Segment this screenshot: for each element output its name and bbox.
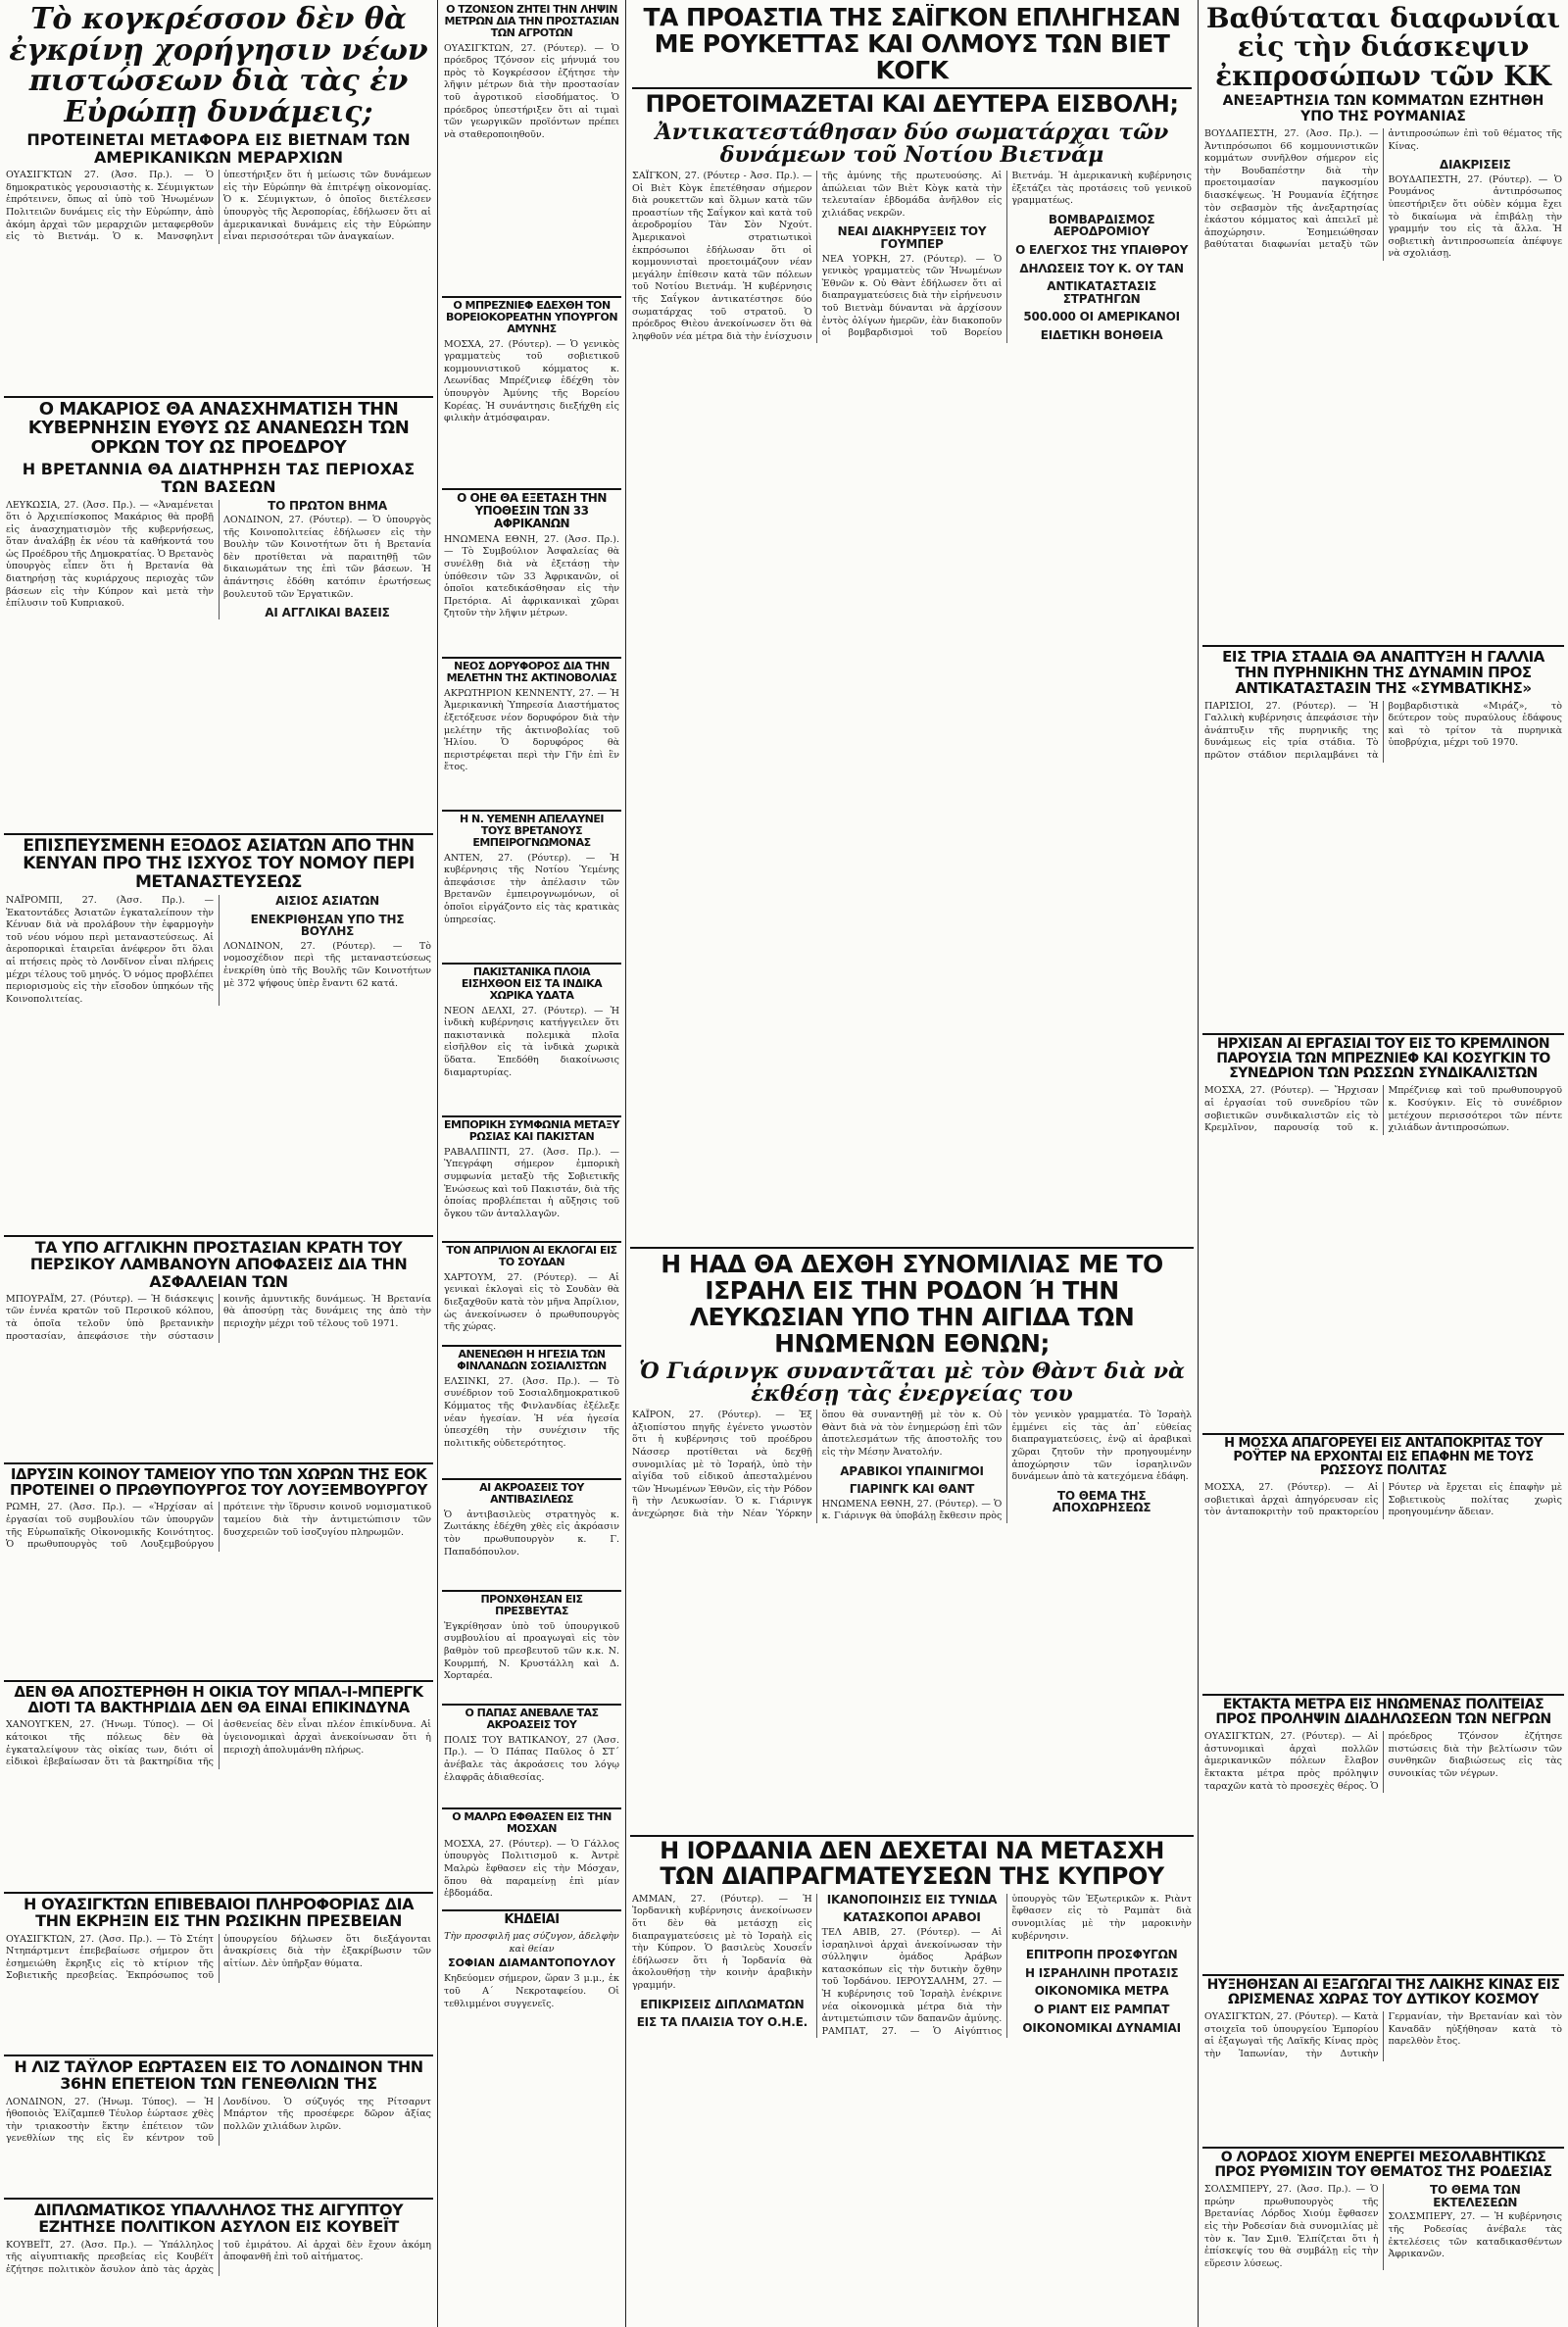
article-us-measures: [1199, 1698, 1568, 1972]
section-heading: 500.000 ΟΙ ΑΜΕΡΙΚΑΝΟΙ: [1023, 310, 1180, 324]
headline: ΕΜΠΟΡΙΚΗ ΣΥΜΦΩΝΙΑ ΜΕΤΑΞΥ ΡΩΣΙΑΣ ΚΑΙ ΠΑΚΙΣΤΑΝ: [444, 1119, 619, 1143]
article-liz-taylor: [0, 2058, 437, 2196]
article-text: ΝΑΪΡΟΜΠΙ, 27. (Ἀσσ. Πρ.). — Ἑκατοντάδες Ἀσιατῶν ἐγκαταλείπουν τὴν Κένυαν διὰ νὰ προλάβουν τὴν ἐφαρμογὴν τοῦ νέου νόμου περὶ μεταναστεύσεως. Αἱ ἀεροπορικαὶ ἑταιρεῖαι ἀνέφερον ὅτι ὅλαι αἱ πτήσεις πρὸς τὸ Λονδῖνον εἶναι πλήρεις μέχρι τέλους τοῦ μηνός. Ὁ νόμος προβλέπει περιορισμοὺς εἰς τὴν εἴσοδον ὑπηκόων τῆς Κοινοπολιτείας.: [6, 895, 214, 1005]
article-congress-credits: [0, 4, 437, 394]
headline: ΗΥΞΗΘΗΣΑΝ ΑΙ ΕΞΑΓΩΓΑΙ ΤΗΣ ΛΑΪΚΗΣ ΚΙΝΑΣ ΕΙΣ ΩΡΙΣΜΕΝΑΣ ΧΩΡΑΣ ΤΟΥ ΔΥΤΙΚΟΥ ΚΟΣΜΟΥ: [1206, 1978, 1560, 2008]
headline: Τὸ κογκρέσσον δὲν θὰ ἐγκρίνῃ χορήγησιν νέων πιστώσεων διὰ τὰς ἐν Εὐρώπῃ δυνάμεις;: [9, 4, 428, 129]
section-heading: ΤΟ ΘΕΜΑ ΤΗΣ ΑΠΟΧΩΡΗΣΕΩΣ: [1052, 1488, 1152, 1515]
section-heading: ΓΙΑΡΙΝΓΚ ΚΑΙ ΘΑΝΤ: [849, 1482, 975, 1497]
article-text: ΤΕΛ ΑΒΙΒ, 27. (Ρόυτερ). — Αἱ ἰσραηλινοὶ ἀρχαὶ ἀνεκοίνωσαν τὴν σύλληψιν ὁμάδος Ἀράβων κατασκόπων εἰς τὴν δυτικὴν ὄχθην τοῦ Ἰορδάνου. ΙΕΡΟΥΣΑΛΗΜ, 27. — Ἡ κυβέρνησις τοῦ Ἰσραὴλ ἐνέκρινε νέα οἰκονομικὰ μέτρα διὰ τὴν ἀντιμετώπισιν τῶν δαπανῶν ἀμύνης. ΡΑΜΠΑΤ, 27. — Ὁ Αἰγύπτιος ὑπουργὸς τῶν Ἐξωτερικῶν κ. Ριὰντ ἔφθασεν εἰς τὸ Ραμπὰτ διὰ συνομιλίας μὲ τὴν μαροκινὴν κυβέρνησιν.: [821, 1893, 1192, 2037]
deck: Ἀντικατεστάθησαν δύο σωματάρχαι τῶν δυνάμεων τοῦ Νοτίου Βιετνάμ: [655, 119, 1169, 168]
article-body: ΚΟΥΒΕΪΤ, 27. (Ἀσσ. Πρ.). — Ὑπάλληλος τῆς αἰγυπτιακῆς πρεσβείας εἰς Κουβέϊτ ἐζήτησε πολιτικὸν ἄσυλον ἀπὸ τὰς ἀρχὰς τοῦ ἐμιράτου. Αἱ ἀρχαὶ δὲν ἔχουν ἀκόμη ἀποφανθῆ ἐπὶ τοῦ αἰτήματος.: [6, 2239, 431, 2275]
headline: ΙΔΡΥΣΙΝ ΚΟΙΝΟΥ ΤΑΜΕΙΟΥ ΥΠΟ ΤΩΝ ΧΩΡΩΝ ΤΗΣ ΕΟΚ ΠΡΟΤΕΙΝΕΙ Ο ΠΡΩΘΥΠΟΥΡΓΟΣ ΤΟΥ ΛΟΥΞΕΜΒΟΥΡΓΟΥ: [10, 1466, 427, 1500]
article-regent-audiences: [438, 1482, 625, 1588]
article-body: ΛΟΝΔΙΝΟΝ, 27. (Ἡνωμ. Τύπος). — Ἡ ἠθοποιὸς Ἐλίζαμπεθ Τέυλορ ἑώρτασε χθὲς τὴν τριακοστὴν ἕκτην ἐπέτειον τῶν γενεθλίων της εἰς ἓν κέντρον τοῦ Λονδίνου. Ὁ σύζυγός της Ρίτσαρντ Μπάρτον τῆς προσέφερε δῶρον ἀξίας πολλῶν χιλιάδων λιρῶν.: [6, 2096, 431, 2145]
article-uar-israel: [626, 1251, 1198, 1833]
article-text: ΑΜΜΑΝ, 27. (Ρόυτερ). — Ἡ Ἰορδανικὴ κυβέρνησις ἀνεκοίνωσεν ὅτι δὲν θὰ μετάσχῃ εἰς διαπραγματεύσεις μὲ τὸ Ἰσραὴλ εἰς τὴν Κύπρον. Ὁ βασιλεὺς Χουσεΐν ἐδήλωσεν ὅτι ἡ Ἰορδανία θὰ ἀκολουθήσῃ τὴν κοινὴν ἀραβικὴν γραμμήν.: [632, 1893, 812, 1991]
notice-name: ΣΟΦΙΑΝ ΔΙΑΜΑΝΤΟΠΟΥΛΟΥ: [448, 1956, 615, 1970]
article-reuters-moscow: [1199, 1437, 1568, 1692]
section-heading: Ο ΕΛΕΓΧΟΣ ΤΗΣ ΥΠΑΙΘΡΟΥ: [1015, 243, 1189, 258]
article-body: ΜΟΣΧΑ, 27. (Ρόυτερ). — Ὁ Γάλλος ὑπουργὸς Πολιτισμοῦ κ. Ἀντρὲ Μαλρὼ ἔφθασεν εἰς τὴν Μόσχαν, ὅπου θὰ παραμείνῃ ἐπὶ μίαν ἑβδομάδα.: [444, 1838, 619, 1900]
column-2: [438, 0, 625, 2327]
section-heading: ΙΚΑΝΟΠΟΙΗΣΙΣ ΕΙΣ ΤΥΝΙΔΑ: [826, 1892, 998, 1906]
funeral-notice: [438, 1913, 625, 2325]
subhead: ΑΝΕΞΑΡΤΗΣΙΑ ΤΩΝ ΚΟΜΜΑΤΩΝ ΕΖΗΤΗΘΗ ΥΠΟ ΤΗΣ ΡΟΥΜΑΝΙΑΣ: [1222, 93, 1544, 124]
section-heading: ΑΡΑΒΙΚΟΙ ΥΠΑΙΝΙΓΜΟΙ: [840, 1463, 984, 1478]
section-heading: ΟΙΚΟΝΟΜΙΚΑ ΜΕΤΡΑ: [1034, 1984, 1169, 1999]
article-text: ΚΑΪΡΟΝ, 27. (Ρόυτερ). — Ἐξ ἀξιοπίστου πηγῆς ἐγένετο γνωστὸν ὅτι ἡ κυβέρνησις τοῦ προέδρου Νάσσερ προτίθεται νὰ δεχθῇ συνομιλίας μὲ τὸ Ἰσραήλ, ὑπὸ τὴν αἰγίδα τοῦ εἰδικοῦ ἀπεσταλμένου τῶν Ἡνωμένων Ἐθνῶν, εἰς τὴν Ρόδον ἢ τὴν Λευκωσίαν. Ὁ κ. Γιάρινγκ ἀνεχώρησε διὰ τὴν Νέαν Ὑόρκην ὅπου θὰ συναντηθῇ μὲ τὸν κ. Οὐ Θὰντ διὰ νὰ τὸν ἐνημερώσῃ ἐπὶ τῶν ἀποτελεσμάτων τῆς ἀποστολῆς του εἰς τὴν Μέσην Ἀνατολήν.: [632, 1410, 1003, 1519]
section-heading: Η ΙΣΡΑΗΛΙΝΗ ΠΡΟΤΑΣΙΣ: [1024, 1965, 1179, 1980]
headline: ΕΚΤΑΚΤΑ ΜΕΤΡΑ ΕΙΣ ΗΝΩΜΕΝΑΣ ΠΟΛΙΤΕΙΑΣ ΠΡΟΣ ΠΡΟΛΗΨΙΝ ΔΙΑΔΗΛΩΣΕΩΝ ΤΩΝ ΝΕΓΡΩΝ: [1215, 1698, 1551, 1728]
article-text: ΣΑΪΓΚΟΝ, 27. (Ρόυτερ - Ἀσσ. Πρ.). — Οἱ Βιὲτ Κὸγκ ἐπετέθησαν σήμερον διὰ ρουκεττῶν καὶ ὅλμων κατὰ τῶν προαστίων τῆς Σαΐγκον καὶ κατὰ τοῦ ἀεροδρομίου Τὰν Σὸν Νχούτ. Ἀμερικανοὶ στρατιωτικοὶ ἐκπρόσωποι ἐδήλωσαν ὅτι οἱ κομμουνισταὶ προετοιμάζουν νέαν μεγάλην ἐπίθεσιν κατὰ τῶν πόλεων τοῦ Νοτίου Βιετνάμ. Ἡ κυβέρνησις τῆς Σαΐγκον ἀντικατέστησε δύο σωματάρχας τοῦ στρατοῦ. Ὁ πρόεδρος Θιὲου ἀνεκοίνωσεν ὅτι θὰ ληφθοῦν νέα μέτρα διὰ τὴν ἐνίσχυσιν τῆς ἀμύνης τῆς πρωτευούσης. Αἱ ἀπώλειαι τῶν Βιὲτ Κὸγκ κατὰ τὴν τελευταίαν ἑβδομάδα ἀνῆλθον εἰς χιλιάδας νεκρῶν.: [632, 171, 1003, 342]
headline: ΤΟΝ ΑΠΡΙΛΙΟΝ ΑΙ ΕΚΛΟΓΑΙ ΕΙΣ ΤΟ ΣΟΥΔΑΝ: [446, 1245, 617, 1268]
headline: Ο ΜΑΚΑΡΙΟΣ ΘΑ ΑΝΑΣΧΗΜΑΤΙΣΗ ΤΗΝ ΚΥΒΕΡΝΗΣΙΝ ΕΥΘΥΣ ΩΣ ΑΝΑΝΕΩΣΗ ΤΩΝ ΟΡΚΩΝ ΤΟΥ ΩΣ ΠΡΟΕΔΡΟΥ: [27, 400, 410, 458]
article-text: ΣΟΛΣΜΠΕΡΥ, 27. (Ἀσσ. Πρ.). — Ὁ πρώην πρωθυπουργὸς τῆς Βρετανίας Λόρδος Χιούμ ἔφθασεν εἰς τὴν Ροδεσίαν διὰ συνομιλίας μὲ τὸν κ. Ἴαν Σμιθ. Ἐλπίζεται ὅτι ἡ ἐπίσκεψίς του θὰ συμβάλῃ εἰς τὴν εὕρεσιν λύσεως.: [1204, 2184, 1379, 2269]
article-lord-home: [1199, 2151, 1568, 2325]
article-body: ΟΥΑΣΙΓΚΤΩΝ 27. (Ἀσσ. Πρ.). — Ὁ δημοκρατικὸς γερουσιαστὴς κ. Σέυμιγκτων ἐπρότεινεν, ὅπως αἱ ὑπὸ τοῦ Ἡνωμένων Πολιτειῶν δυνάμεις εἰς τὴν Εὐρώπην, ἀπὸ ἀκόμη ἀρχαὶ τῶν μεραρχιῶν μεταφερθοῦν εἰς τὸ Βιετνάμ. Ὁ κ. Μανσφηλντ ὑπεστήριξεν ὅτι ἡ μείωσις τῶν δυνάμεων εἰς τὴν Εὐρώπην θὰ ἐπιτρέψῃ οἰκονομίας. Ὁ κ. Σέυμιγκτων, ὁ ὁποῖος διετέλεσεν ὑπουργὸς τῆς Ἀεροπορίας, ἐδήλωσεν ὅτι αἱ ἀμερικανικαὶ δυνάμεις εἰς τὴν Εὐρώπην εἶναι περισσότεραι τῶν ἀναγκαίων.: [6, 170, 431, 243]
article-body: [632, 1894, 1192, 2039]
article-brezhnev: [438, 300, 625, 486]
article-france-nuclear: [1199, 649, 1568, 1031]
headline: Η Ν. ΥΕΜΕΝΗ ΑΠΕΛΑΥΝΕΙ ΤΟΥΣ ΒΡΕΤΑΝΟΥΣ ΕΜΠΕΙΡΟΓΝΩΜΟΝΑΣ: [460, 814, 604, 849]
article-kuwait-asylum: [0, 2202, 437, 2325]
headline: ΝΕΟΣ ΔΟΡΥΦΟΡΟΣ ΔΙΑ ΤΗΝ ΜΕΛΕΤΗΝ ΤΗΣ ΑΚΤΙΝΟΒΟΛΙΑΣ: [446, 661, 617, 684]
headline: Ο ΜΠΡΕΖΝΙΕΦ ΕΔΕΧΘΗ ΤΟΝ ΒΟΡΕΙΟΚΟΡΕΑΤΗΝ ΥΠΟΥΡΓΟΝ ΑΜΥΝΗΣ: [445, 300, 618, 335]
subhead: ΠΡΟΕΤΟΙΜΑΖΕΤΑΙ ΚΑΙ ΔΕΥΤΕΡΑ ΕΙΣΒΟΛΗ;: [632, 87, 1192, 118]
article-ambassadors: [438, 1594, 625, 1702]
deck: Ὁ Γιάρινγκ συναντᾶται μὲ τὸν Θὰντ διὰ νὰ ἐκθέσῃ τὰς ἐνεργείας του: [639, 1359, 1185, 1408]
section-heading: ΝΕΑΙ ΔΙΑΚΗΡΥΞΕΙΣ ΤΟΥ ΓΟΥΜΠΕΡ: [837, 224, 987, 252]
article-pope: [438, 1708, 625, 1806]
section-heading: ΕΙΔΕΤΙΚΗ ΒΟΗΘΕΙΑ: [1040, 328, 1163, 343]
article-text: ΒΟΥΔΑΠΕΣΤΗ, 27. (Ρόυτερ). — Ὁ Ρουμάνος ἀντιπρόσωπος ὑπεστήριξεν ὅτι οὐδὲν κόμμα ἔχει τὸ δικαίωμα νὰ ἐπιβάλῃ τὴν γραμμήν του εἰς τὰ ἄλλα. Ἡ σοβιετικὴ ἀντιπροσωπεία ἀπέφυγε νὰ σχολιάσῃ.: [1388, 173, 1562, 260]
article-body: [632, 1410, 1192, 1523]
article-body: ΧΑΝΟΥΓΚΕΝ, 27. (Ἡνωμ. Τύπος). — Οἱ κάτοικοι τῆς πόλεως δὲν θὰ ἐγκαταλείψουν τὰς οἰκίας των, διότι οἱ εἰδικοὶ ἐβεβαίωσαν ὅτι τὰ βακτηρίδια τῆς ἀσθενείας δὲν εἶναι πλέον ἐπικίνδυνα. Αἱ ὑγειονομικαὶ ἀρχαὶ ἀνεκοίνωσαν ὅτι ἡ περιοχὴ ἀπολυμάνθη πλήρως.: [6, 1719, 431, 1768]
section-heading: ΔΗΛΩΣΕΙΣ ΤΟΥ Κ. ΟΥ ΤΑΝ: [1019, 261, 1184, 275]
article-body: [632, 171, 1192, 343]
headline: Βαθύταται διαφωνίαι εἰς τὴν διάσκεψιν ἐκπροσώπων τῶν ΚΚ: [1205, 4, 1561, 92]
headline: Η ΛΙΖ ΤΑΫΛΟΡ ΕΩΡΤΑΣΕΝ ΕΙΣ ΤΟ ΛΟΝΔΙΝΟΝ ΤΗΝ 36ΗΝ ΕΠΕΤΕΙΟΝ ΤΩΝ ΓΕΝΕΘΛΙΩΝ ΤΗΣ: [14, 2058, 423, 2094]
article-body: ΠΟΛΙΣ ΤΟΥ ΒΑΤΙΚΑΝΟΥ, 27 (Ἀσσ. Πρ.). — Ὁ Πάπας Παῦλος ὁ ΣΤ΄ ἀνέβαλε τὰς ἀκροάσεις του λόγῳ ἐλαφρᾶς ἀδιαθεσίας.: [444, 1734, 619, 1783]
article-text: ΛΟΝΔΙΝΟΝ, 27. (Ρόυτερ). — Ὁ ὑπουργὸς τῆς Κοινοπολιτείας ἐδήλωσεν εἰς τὴν Βουλὴν τῶν Κοινοτήτων ὅτι ἡ Βρετανία δὲν προτίθεται νὰ παραιτηθῇ τῶν δικαιωμάτων της ἐπὶ τῶν βάσεων. Ἡ ἀπάντησις ἐδόθη κατόπιν ἐρωτήσεως βουλευτοῦ τῶν Ἐργατικῶν.: [223, 515, 431, 600]
article-sudan-elections: [438, 1245, 625, 1343]
article-body: ΜΟΣΧΑ, 27. (Ρόυτερ). — Αἱ σοβιετικαὶ ἀρχαὶ ἀπηγόρευσαν εἰς τὸν ἀνταποκριτὴν τοῦ πρακτορείου Ρόυτερ νὰ ἔρχεται εἰς ἐπαφὴν μὲ Σοβιετικοὺς πολίτας χωρὶς προηγουμένην ἄδειαν.: [1204, 1482, 1562, 1518]
section-heading: ΔΙΑΚΡΙΣΕΙΣ: [1439, 158, 1511, 173]
article-johnson-farmers: [438, 4, 625, 294]
headline: ΗΡΧΙΣΑΝ ΑΙ ΕΡΓΑΣΙΑΙ ΤΟΥ ΕΙΣ ΤΟ ΚΡΕΜΛΙΝΟΝ ΠΑΡΟΥΣΙΑ ΤΩΝ ΜΠΡΕΖΝΙΕΦ ΚΑΙ ΚΟΣΥΓΚΙΝ ΤΟ ΣΥΝΕΔΡΙΟΝ ΤΩΝ ΡΩΣΣΩΝ ΣΥΝΔΙΚΑΛΙΣΤΩΝ: [1216, 1037, 1550, 1082]
section-heading: ΕΝΕΚΡΙΘΗΣΑΝ ΥΠΟ ΤΗΣ ΒΟΥΛΗΣ: [250, 912, 405, 939]
headline: Η ΗΑΔ ΘΑ ΔΕΧΘΗ ΣΥΝΟΜΙΛΙΑΣ ΜΕ ΤΟ ΙΣΡΑΗΛ ΕΙΣ ΤΗΝ ΡΟΔΟΝ Ή ΤΗΝ ΛΕΥΚΩΣΙΑΝ ΥΠΟ ΤΗΝ ΑΙΓΙΔΑ ΤΩΝ ΗΝΩΜΕΝΩΝ ΕΘΝΩΝ;: [661, 1251, 1163, 1358]
article-finnish-socialists: [438, 1349, 625, 1476]
headline: ΕΠΙΣΠΕΥΣΜΕΝΗ ΕΞΟΔΟΣ ΑΣΙΑΤΩΝ ΑΠΟ ΤΗΝ ΚΕΝΥΑΝ ΠΡΟ ΤΗΣ ΙΣΧΥΟΣ ΤΟΥ ΝΟΜΟΥ ΠΕΡΙ ΜΕΤΑΝΑΣΤΕΥΣΕΩΣ: [23, 837, 415, 892]
section-heading: ΒΟΜΒΑΡΔΙΣΜΟΣ ΑΕΡΟΔΡΟΜΙΟΥ: [1048, 212, 1155, 239]
column-1: [0, 0, 437, 2327]
article-body: ΡΑΒΑΛΠΙΝΤΙ, 27. (Ἀσσ. Πρ.). — Ὑπεγράφη σήμερον ἐμπορικὴ συμφωνία μεταξὺ τῆς Σοβιετικῆς Ἑνώσεως καὶ τοῦ Πακιστάν, διὰ τῆς ὁποίας προβλέπεται ἡ αὔξησις τοῦ ὄγκου τῶν ἀνταλλαγῶν.: [444, 1146, 619, 1219]
article-body: [6, 895, 431, 1006]
section-heading: ΟΙΚΟΝΟΜΙΚΑΙ ΔΥΝΑΜΙΑΙ: [1022, 2020, 1181, 2035]
article-text: ΒΟΥΔΑΠΕΣΤΗ, 27. (Ἀσσ. Πρ.). — Ἀντιπρόσωποι 66 κομμουνιστικῶν κομμάτων συνῆλθον σήμερον εἰς τὴν Βουδαπέστην διὰ τὴν προετοιμασίαν παγκοσμίου διασκέψεως. Ἡ Ρουμανία ἐζήτησε τὸν σεβασμὸν τῆς ἀνεξαρτησίας ἑκάστου κόμματος καὶ ἀπειλεῖ μὲ ἀποχώρησιν. Ἐσημειώθησαν βαθύταται διαφωνίαι μεταξὺ τῶν ἀντιπροσώπων ἐπὶ τοῦ θέματος τῆς Κίνας.: [1204, 127, 1562, 251]
article-body: ΡΩΜΗ, 27. (Ἀσσ. Πρ.). — «Ἠρχίσαν αἱ ἐργασίαι τοῦ συμβουλίου τῶν ὑπουργῶν τῆς Εὐρωπαϊκῆς Οἰκονομικῆς Κοινότητος. Ὁ πρωθυπουργὸς τοῦ Λουξεμβούργου πρότεινε τὴν ἵδρυσιν κοινοῦ νομισματικοῦ ταμείου διὰ τὴν ἀντιμετώπισιν τῶν δυσχερειῶν τοῦ ἰσοζυγίου πληρωμῶν.: [6, 1502, 431, 1551]
article-body: ΜΠΟΥΡΑΪΜ, 27. (Ρόυτερ). — Ἡ διάσκεψις τῶν ἐννέα κρατῶν τοῦ Περσικοῦ κόλπου, τὰ ὁποῖα τελοῦν ὑπὸ βρετανικὴν προστασίαν, ἀπεφάσισε τὴν σύστασιν κοινῆς ἀμυντικῆς δυνάμεως. Ἡ Βρετανία θὰ ἀποσύρῃ τὰς δυνάμεις της ἀπὸ τὴν περιοχὴν μέχρι τοῦ τέλους τοῦ 1971.: [6, 1293, 431, 1342]
section-heading: ΤΟ ΘΕΜΑ ΤΩΝ ΕΚΤΕΛΕΣΕΩΝ: [1429, 2183, 1521, 2209]
article-body: ΠΑΡΙΣΙΟΙ, 27. (Ρόυτερ). — Ἡ Γαλλικὴ κυβέρνησις ἀπεφάσισε τὴν ἀνάπτυξιν τῆς πυρηνικῆς της δυνάμεως εἰς τρία στάδια. Τὸ πρῶτον στάδιον περιλαμβάνει τὰ βομβαρδιστικὰ «Μιράζ», τὸ δεύτερον τοὺς πυραύλους ἐδάφους καὶ τὸ τρίτον τὰ πυρηνικὰ ὑποβρύχια, μέχρι τοῦ 1970.: [1204, 700, 1562, 761]
headline: Ο ΠΑΠΑΣ ΑΝΕΒΑΛΕ ΤΑΣ ΑΚΡΟΑΣΕΙΣ ΤΟΥ: [465, 1708, 599, 1731]
article-text: ΛΕΥΚΩΣΙΑ, 27. (Ἀσσ. Πρ.). — «Ἀναμένεται ὅτι ὁ Ἀρχιεπίσκοπος Μακάριος θὰ προβῇ εἰς ἀνασχηματισμὸν τῆς κυβερνήσεως, ὅταν ἀναλάβῃ ἐκ νέου τὰ καθήκοντά του ὡς Προέδρου τῆς Δημοκρατίας. Ὁ Βρετανὸς ὑπουργὸς εἶπεν ὅτι ἡ Βρετανία θὰ διατηρήσῃ τὰς κυριάρχους περιοχὰς τῶν βάσεων εἰς τὴν Κύπρον καὶ μετὰ τὴν ἐπίλυσιν τοῦ Κυπριακοῦ.: [6, 499, 215, 610]
article-body: ΟΥΑΣΙΓΚΤΩΝ, 27. (Ρόυτερ). — Κατὰ στοιχεῖα τοῦ ὑπουργείου Ἐμπορίου αἱ ἐξαγωγαὶ τῆς Λαϊκῆς Κίνας πρὸς τὴν Ἰαπωνίαν, τὴν Δυτικὴν Γερμανίαν, τὴν Βρετανίαν καὶ τὸν Καναδᾶν ηὐξήθησαν κατὰ τὸ παρελθὸν ἔτος.: [1204, 2011, 1562, 2059]
notice-heading: ΚΗΔΕΙΑΙ: [504, 1913, 560, 1927]
article-body: ΝΕΟΝ ΔΕΛΧΙ, 27. (Ρόυτερ). — Ἡ ἰνδικὴ κυβέρνησις κατήγγειλεν ὅτι πακιστανικὰ πολεμικὰ πλοῖα εἰσῆλθον εἰς τὰ ἰνδικὰ χωρικὰ ὕδατα. Ἐπεδόθη διακοίνωσις διαμαρτυρίας.: [444, 1005, 619, 1078]
article-communist-parties: [1199, 4, 1568, 643]
section-heading: ΑΙΣΙΟΣ ΑΣΙΑΤΩΝ: [275, 894, 379, 909]
article-washington-embassy: [0, 1896, 437, 2053]
article-body: ΑΚΡΩΤΗΡΙΟΝ ΚΕΝΝΕΝΤΥ, 27. — Ἡ Ἀμερικανικὴ Ὑπηρεσία Διαστήματος ἐξετόξευσε νέον δορυφόρον διὰ τὴν μελέτην τῆς ἀκτινοβολίας τοῦ Ἡλίου. Ὁ δορυφόρος θὰ περιστρέφεται περὶ τὴν Γῆν ἐπὶ ἓν ἔτος.: [444, 687, 619, 773]
notice-line: Τὴν προσφιλῆ μας σύζυγον, ἀδελφὴν καὶ θείαν: [444, 1931, 619, 1955]
headline: Η ΙΟΡΔΑΝΙΑ ΔΕΝ ΔΕΧΕΤΑΙ ΝΑ ΜΕΤΑΣΧΗ ΤΩΝ ΔΙΑΠΡΑΓΜΑΤΕΥΣΕΩΝ ΤΗΣ ΚΥΠΡΟΥ: [660, 1839, 1164, 1890]
headline: Η ΟΥΑΣΙΓΚΤΩΝ ΕΠΙΒΕΒΑΙΟΙ ΠΛΗΡΟΦΟΡΙΑΣ ΔΙΑ ΤΗΝ ΕΚΡΗΞΙΝ ΕΙΣ ΤΗΝ ΡΩΣΙΚΗΝ ΠΡΕΣΒΕΙΑΝ: [23, 1896, 414, 1931]
section-heading: ΤΟ ΠΡΩΤΟΝ ΒΗΜΑ: [268, 498, 387, 513]
subhead: ΠΡΟΤΕΙΝΕΤΑΙ ΜΕΤΑΦΟΡΑ ΕΙΣ ΒΙΕΤΝΑΜ ΤΩΝ ΑΜΕΡΙΚΑΝΙΚΩΝ ΜΕΡΑΡΧΙΩΝ: [26, 130, 411, 167]
headline: ΑΙ ΑΚΡΟΑΣΕΙΣ ΤΟΥ ΑΝΤΙΒΑΣΙΛΕΩΣ: [479, 1482, 584, 1506]
article-satellite: [438, 661, 625, 808]
headline: Η ΜΟΣΧΑ ΑΠΑΓΟΡΕΥΕΙ ΕΙΣ ΑΝΤΑΠΟΚΡΙΤΑΣ ΤΟΥ ΡΟΫΤΕΡ ΝΑ ΕΡΧΟΝΤΑΙ ΕΙΣ ΕΠΑΦΗΝ ΜΕ ΤΟΥΣ ΡΩΣΣΟΥΣ ΠΟΛΙΤΑΣ: [1224, 1437, 1543, 1479]
headline: ΤΑ ΥΠΟ ΑΓΓΛΙΚΗΝ ΠΡΟΣΤΑΣΙΑΝ ΚΡΑΤΗ ΤΟΥ ΠΕΡΣΙΚΟΥ ΛΑΜΒΑΝΟΥΝ ΑΠΟΦΑΣΕΙΣ ΔΙΑ ΤΗΝ ΑΣΦΑΛΕΙΑΝ ΤΩΝ: [29, 1239, 408, 1291]
article-body: [1204, 128, 1562, 261]
subhead: Η ΒΡΕΤΑΝΝΙΑ ΘΑ ΔΙΑΤΗΡΗΣΗ ΤΑΣ ΠΕΡΙΟΧΑΣ ΤΩΝ ΒΑΣΕΩΝ: [22, 460, 416, 496]
article-kremlin-congress: [1199, 1037, 1568, 1431]
section-heading: ΕΠΙΚΡΙΣΕΙΣ ΔΙΠΛΩΜΑΤΩΝ: [640, 1997, 805, 2011]
headline: ΔΕΝ ΘΑ ΑΠΟΣΤΕΡΗΘΗ Η ΟΙΚΙΑ ΤΟΥ ΜΠΑΛ-Ι-ΜΠΕΡΓΚ ΔΙΟΤΙ ΤΑ ΒΑΚΤΗΡΙΔΙΑ ΔΕΝ ΘΑ ΕΙΝΑΙ ΕΠΙΚΙΝΔΥΝΑ: [14, 1684, 423, 1717]
headline: Ο ΜΑΛΡΩ ΕΦΘΑΣΕΝ ΕΙΣ ΤΗΝ ΜΟΣΧΑΝ: [452, 1811, 612, 1835]
headline: Ο ΟΗΕ ΘΑ ΕΞΕΤΑΣΗ ΤΗΝ ΥΠΟΘΕΣΙΝ ΤΩΝ 33 ΑΦΡΙΚΑΝΩΝ: [457, 492, 607, 530]
article-china-exports: [1199, 1978, 1568, 2145]
headline: ΠΡΟΝΧΘΗΣΑΝ ΕΙΣ ΠΡΕΣΒΕΥΤΑΣ: [480, 1594, 583, 1617]
headline: ΤΑ ΠΡΟΑΣΤΙΑ ΤΗΣ ΣΑΪΓΚΟΝ ΕΠΛΗΓΗΣΑΝ ΜΕ ΡΟΥΚΕΤΤΑΣ ΚΑΙ ΟΛΜΟΥΣ ΤΩΝ ΒΙΕΤ ΚΟΓΚ: [643, 4, 1181, 84]
article-body: [1204, 2184, 1562, 2270]
headline: ΔΙΠΛΩΜΑΤΙΚΟΣ ΥΠΑΛΛΗΛΟΣ ΤΗΣ ΑΙΓΥΠΤΟΥ ΕΖΗΤΗΣΕ ΠΟΛΙΤΙΚΟΝ ΑΣΥΛΟΝ ΕΙΣ ΚΟΥΒΕΪΤ: [33, 2202, 404, 2237]
section-heading: ΑΝΤΙΚΑΤΑΣΤΑΣΙΣ ΣΤΡΑΤΗΓΩΝ: [1047, 279, 1157, 306]
article-body: Ἐγκρίθησαν ὑπὸ τοῦ ὑπουργικοῦ συμβουλίου αἱ προαγωγαὶ εἰς τὸν βαθμὸν τοῦ πρεσβευτοῦ τῶν κ.κ. Ν. Κουρμπή, Ν. Κρυστάλλη καὶ Δ. Χορταρέα.: [444, 1620, 619, 1682]
section-heading: Ο ΡΙΑΝΤ ΕΙΣ ΡΑΜΠΑΤ: [1033, 2002, 1170, 2016]
headline: ΑΝΕΝΕΩΘΗ Η ΗΓΕΣΙΑ ΤΩΝ ΦΙΝΛΑΝΔΩΝ ΣΟΣΙΑΛΙΣΤΩΝ: [457, 1349, 607, 1372]
article-trade-agreement: [438, 1119, 625, 1239]
article-body: ΟΥΑΣΙΓΚΤΩΝ, 27. (Ρόυτερ). — Αἱ ἀστυνομικαὶ ἀρχαὶ πολλῶν ἀμερικανικῶν πόλεων ἔλαβον ἔκτακτα μέτρα πρὸς πρόληψιν ταραχῶν κατὰ τὸ προσεχὲς θέρος. Ὁ πρόεδρος Τζόνσον ἐζήτησε πιστώσεις διὰ τὴν βελτίωσιν τῶν συνθηκῶν διαβιώσεως εἰς τὰς συνοικίας τῶν νέγρων.: [1204, 1731, 1562, 1792]
article-jordan: [626, 1839, 1198, 2325]
article-makarios: [0, 400, 437, 831]
article-un-africans: [438, 492, 625, 655]
article-body: ΟΥΑΣΙΓΚΤΩΝ, 27. (Ρόυτερ). — Ὁ πρόεδρος Τζόνσον εἰς μήνυμά του πρὸς τὸ Κογκρέσσον ἐζήτησε τὴν λῆψιν μέτρων διὰ τὴν προστασίαν τοῦ ἀγροτικοῦ εἰσοδήματος. Ὁ πρόεδρος ὑπεστήριξεν ὅτι αἱ τιμαὶ τῶν γεωργικῶν προϊόντων πρέπει νὰ σταθεροποιηθοῦν.: [444, 42, 619, 140]
article-malraux: [438, 1811, 625, 1907]
article-text: ΗΝΩΜΕΝΑ ΕΘΝΗ, 27. (Ρόυτερ). — Ὁ κ. Γιάρινγκ θὰ ὑποβάλῃ ἔκθεσιν πρὸς τὸν γενικὸν γραμματέα. Τὸ Ἰσραὴλ ἐμμένει εἰς τὰς ἀπ᾽ εὐθείας διαπραγματεύσεις, ἐνῷ αἱ ἀραβικαὶ χῶραι ζητοῦν τὴν προηγουμένην ἀποχώρησιν τῶν ἰσραηλινῶν δυνάμεων ἀπὸ τὰ κατεχόμενα ἐδάφη.: [821, 1410, 1192, 1522]
article-text: ΝΕΑ ΥΟΡΚΗ, 27. (Ρόυτερ). — Ὁ γενικὸς γραμματεὺς τῶν Ἡνωμένων Ἐθνῶν κ. Οὐ Θὰντ ἐδήλωσεν ὅτι αἱ διαπραγματεύσεις διὰ τὴν εἰρήνευσιν τοῦ Βιετνὰμ δύνανται νὰ ἀρχίσουν ἐντὸς ὀλίγων ἡμερῶν, ἐὰν διακοποῦν οἱ βομβαρδισμοὶ τοῦ Βορείου Βιετνάμ. Ἡ ἀμερικανικὴ κυβέρνησις ἐξετάζει τὰς προτάσεις τοῦ γενικοῦ γραμματέως.: [821, 171, 1192, 339]
section-heading: ΚΑΤΑΣΚΟΠΟΙ ΑΡΑΒΟΙ: [843, 1910, 981, 1925]
headline: ΠΑΚΙΣΤΑΝΙΚΑ ΠΛΟΙΑ ΕΙΣΗΧΘΟΝ ΕΙΣ ΤΑ ΙΝΔΙΚΑ ΧΩΡΙΚΑ ΥΔΑΤΑ: [461, 966, 603, 1002]
headline: Ο ΤΖΟΝΣΟΝ ΖΗΤΕΙ ΤΗΝ ΛΗΨΙΝ ΜΕΤΡΩΝ ΔΙΑ ΤΗΝ ΠΡΟΣΤΑΣΙΑΝ ΤΩΝ ΑΓΡΟΤΩΝ: [444, 4, 619, 39]
article-body: Ὁ ἀντιβασιλεὺς στρατηγὸς κ. Ζωιτάκης ἐδέχθη χθὲς εἰς ἀκρόασιν τὸν πρωθυπουργὸν κ. Γ. Παπαδόπουλον.: [444, 1509, 619, 1558]
section-heading: ΑΙ ΑΓΓΛΙΚΑΙ ΒΑΣΕΙΣ: [265, 606, 390, 620]
article-eec-fund: [0, 1466, 437, 1678]
section-heading: ΕΙΣ ΤΑ ΠΛΑΙΣΙΑ ΤΟΥ Ο.Η.Ε.: [636, 2015, 808, 2030]
notice-body: Κηδεύομεν σήμερον, ὥραν 3 μ.μ., ἐκ τοῦ Α΄ Νεκροταφείου. Οἱ τεθλιμμένοι συγγενεῖς.: [444, 1973, 619, 2009]
article-persian-gulf: [0, 1239, 437, 1461]
article-body: ΑΝΤΕΝ, 27. (Ρόυτερ). — Ἡ κυβέρνησις τῆς Νοτίου Ὑεμένης ἀπεφάσισε τὴν ἀπέλασιν τῶν Βρετανῶν ἐμπειρογνωμόνων, οἱ ὁποῖοι εἰργάζοντο εἰς τὰς κρατικὰς ὑπηρεσίας.: [444, 852, 619, 925]
article-body: ΗΝΩΜΕΝΑ ΕΘΝΗ, 27. (Ἀσσ. Πρ.). — Τὸ Συμβούλιον Ἀσφαλείας θὰ συνέλθῃ διὰ νὰ ἐξετάσῃ τὴν ὑπόθεσιν τῶν 33 Ἀφρικανῶν, οἱ ὁποῖοι κατεδικάσθησαν εἰς τὴν Πρετόρια. Αἱ ἀφρικανικαὶ χῶραι ζητοῦν τὴν λῆψιν μέτρων.: [444, 533, 619, 619]
section-heading: ΕΠΙΤΡΟΠΗ ΠΡΟΣΦΥΓΩΝ: [1025, 1948, 1178, 1962]
headline: ΕΙΣ ΤΡΙΑ ΣΤΑΔΙΑ ΘΑ ΑΝΑΠΤΥΞΗ Η ΓΑΛΛΙΑ ΤΗΝ ΠΥΡΗΝΙΚΗΝ ΤΗΣ ΔΥΝΑΜΙΝ ΠΡΟΣ ΑΝΤΙΚΑΤΑΣΤΑΣΙΝ ΤΗΣ «ΣΥΜΒΑΤΙΚΗΣ»: [1222, 649, 1544, 698]
column-4: [1199, 0, 1568, 2327]
headline: Ο ΛΟΡΔΟΣ ΧΙΟΥΜ ΕΝΕΡΓΕΙ ΜΕΣΟΛΑΒΗΤΙΚΩΣ ΠΡΟΣ ΡΥΘΜΙΣΙΝ ΤΟΥ ΘΕΜΑΤΟΣ ΤΗΣ ΡΟΔΕΣΙΑΣ: [1214, 2151, 1552, 2181]
article-kenya: [0, 837, 437, 1233]
article-text: ΛΟΝΔΙΝΟΝ, 27. (Ρόυτερ). — Τὸ νομοσχέδιον περὶ τῆς μεταναστεύσεως ἐνεκρίθη ὑπὸ τῆς Βουλῆς τῶν Κοινοτήτων μὲ 372 ψήφους ὑπὲρ ἔναντι 62 κατά.: [223, 940, 431, 989]
article-yemen: [438, 814, 625, 961]
article-bacteria: [0, 1684, 437, 1890]
column-3: [626, 0, 1198, 2327]
article-body: ΟΥΑΣΙΓΚΤΩΝ, 27. (Ἀσσ. Πρ.). — Τὸ Στέητ Ντηπάρτμεντ ἐπεβεβαίωσε σήμερον ὅτι ἐσημειώθη ἔκρηξις εἰς τὸ κτίριον τῆς Σοβιετικῆς πρεσβείας. Ἐκπρόσωπος τοῦ ὑπουργείου δήλωσεν ὅτι διεξάγονται ἀνακρίσεις διὰ τὴν ἐξακρίβωσιν τῶν αἰτίων. Δὲν ὑπῆρξαν θύματα.: [6, 1933, 431, 1982]
article-body: ΜΟΣΧΑ, 27. (Ρόυτερ). — Ἤρχισαν αἱ ἐργασίαι τοῦ συνεδρίου τῶν σοβιετικῶν συνδικαλιστῶν εἰς τὸ Κρεμλῖνον, παρουσίᾳ τοῦ κ. Μπρέζνιεφ καὶ τοῦ πρωθυπουργοῦ κ. Κοσύγκιν. Εἰς τὸ συνέδριον μετέχουν περισσότεροι τῶν πέντε χιλιάδων ἀντιπροσώπων.: [1204, 1085, 1562, 1134]
article-text: ΣΟΛΣΜΠΕΡΥ, 27. — Ἡ κυβέρνησις τῆς Ροδεσίας ἀνέβαλε τὰς ἐκτελέσεις τῶν καταδικασθέντων Ἀφρικανῶν.: [1388, 2211, 1562, 2260]
article-body: [6, 500, 431, 619]
article-body: ΜΟΣΧΑ, 27. (Ρόυτερ). — Ὁ γενικὸς γραμματεὺς τοῦ σοβιετικοῦ κομμουνιστικοῦ κόμματος κ. Λεωνίδας Μπρέζνιεφ ἐδέχθη τὸν ὑπουργὸν Ἀμύνης τῆς Βορείου Κορέας. Ἡ συνάντησις διεξήχθη εἰς φιλικὴν ἀτμόσφαιραν.: [444, 338, 619, 424]
article-saigon: [626, 4, 1198, 1245]
article-body: ΧΑΡΤΟΥΜ, 27. (Ρόυτερ). — Αἱ γενικαὶ ἐκλογαὶ εἰς τὸ Σουδὰν θὰ διεξαχθοῦν κατὰ τὸν μῆνα Ἀπρίλιον, ὡς ἀνεκοίνωσεν ὁ πρωθυπουργὸς τῆς χώρας.: [444, 1271, 619, 1333]
article-pakistani-ships: [438, 966, 625, 1114]
article-body: ΕΛΣΙΝΚΙ, 27. (Ἀσσ. Πρ.). — Τὸ συνέδριον τοῦ Σοσιαλδημοκρατικοῦ Κόμματος τῆς Φινλανδίας ἐξέλεξε νέαν ἡγεσίαν. Ἡ νέα ἡγεσία ὑπεσχέθη τὴν συνέχισιν τῆς πολιτικῆς οὐδετερότητος.: [444, 1375, 619, 1449]
